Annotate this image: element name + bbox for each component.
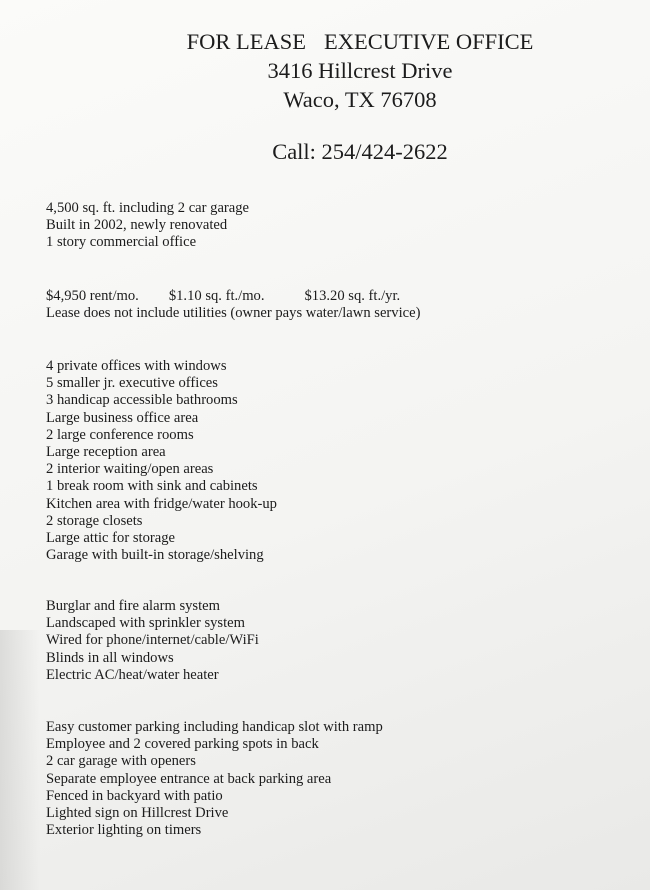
overview-section: [46, 200, 249, 252]
exterior-item: 2 car garage with openers: [46, 753, 196, 770]
page-shadow: [0, 630, 40, 890]
exterior-item: Employee and 2 covered parking spots in back: [46, 736, 319, 753]
utilities-note: Lease does not include utilities (owner pays water/lawn service): [46, 305, 421, 322]
system-item: Electric AC/heat/water heater: [46, 666, 219, 683]
room-item: 2 large conference rooms: [46, 426, 194, 443]
exterior-item: Easy customer parking including handicap slot with ramp: [46, 719, 383, 735]
price-per-sqft-month: $1.10 sq. ft./mo.: [168, 288, 265, 304]
exterior-item: Lighted sign on Hillcrest Drive: [46, 805, 229, 822]
system-item: Landscaped with sprinkler system: [46, 615, 245, 632]
document-header: [0, 27, 650, 166]
price-per-sqft-year: $13.20 sq. ft./yr.: [304, 288, 401, 304]
room-item: Large business office area: [46, 409, 199, 426]
room-item: 5 smaller jr. executive offices: [46, 375, 218, 392]
rent-price: $4,950 rent/mo.: [46, 288, 139, 304]
overview-item: Built in 2002, newly renovated: [46, 217, 228, 234]
room-item: 2 storage closets: [46, 512, 143, 529]
exterior-item: Separate employee entrance at back parking area: [46, 770, 332, 787]
room-item: 2 interior waiting/open areas: [46, 461, 214, 478]
room-item: Kitchen area with fridge/water hook-up: [46, 495, 277, 512]
title-executive-office: EXECUTIVE OFFICE: [324, 29, 534, 54]
system-item: Blinds in all windows: [46, 649, 174, 666]
title-line: [70, 27, 650, 56]
room-item: 1 break room with sink and cabinets: [46, 478, 258, 495]
title-for-lease: FOR LEASE: [186, 29, 306, 54]
systems-section: [46, 598, 259, 684]
exterior-item: Fenced in backyard with patio: [46, 787, 223, 804]
pricing-row: [46, 288, 420, 305]
exterior-item: Exterior lighting on timers: [46, 822, 202, 839]
room-item: Garage with built-in storage/shelving: [46, 547, 264, 564]
room-item: Large attic for storage: [46, 530, 175, 547]
exterior-section: [46, 719, 383, 839]
room-item: 4 private offices with windows: [46, 358, 227, 374]
address-street: 3416 Hillcrest Drive: [267, 58, 453, 83]
overview-item: 1 story commercial office: [46, 234, 197, 251]
system-item: Burglar and fire alarm system: [46, 598, 220, 614]
rooms-section: [46, 358, 277, 564]
room-item: Large reception area: [46, 444, 166, 461]
room-item: 3 handicap accessible bathrooms: [46, 392, 238, 409]
phone-number: Call: 254/424-2622: [272, 139, 448, 164]
system-item: Wired for phone/internet/cable/WiFi: [46, 632, 259, 649]
pricing-section: [46, 288, 420, 322]
address-city: Waco, TX 76708: [283, 87, 437, 112]
overview-item: 4,500 sq. ft. including 2 car garage: [46, 200, 250, 216]
